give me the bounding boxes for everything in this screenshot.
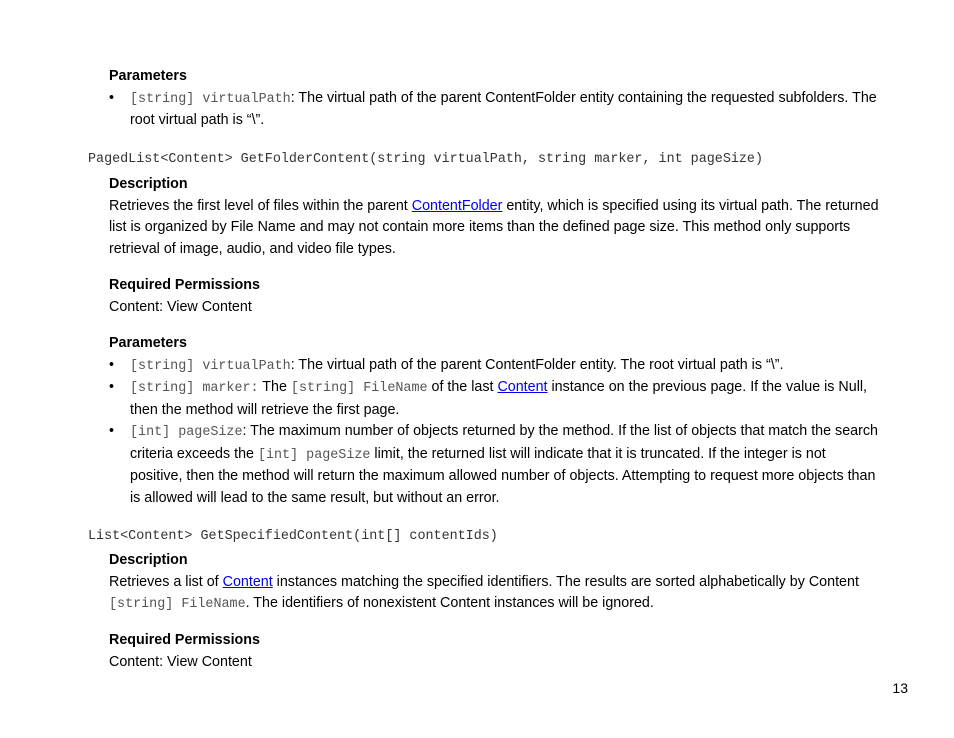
param-code: [int] pageSize	[130, 425, 243, 440]
parameters-list	[109, 355, 879, 510]
list-item: • [string] virtualPath: The virtual path of the parent ContentFolder entity. The root virtual path is “\”.	[109, 355, 879, 378]
parameters-list	[109, 88, 879, 132]
permissions-section	[109, 630, 879, 673]
param-code: [string] virtualPath	[130, 91, 291, 107]
description-heading: Description	[109, 552, 188, 568]
method-signature: List<Content> GetSpecifiedContent(int[] contentIds)	[88, 529, 498, 544]
method-signature: PagedList<Content> GetFolderContent(string virtualPath, string marker, int pageSize)	[88, 152, 763, 167]
parameters-section-2	[109, 333, 879, 509]
param-code: [int] pageSize	[257, 447, 371, 463]
list-item: • [string] marker: The [string] FileName of the last Content instance on the previous page. If the value is Null, then the method will retrieve the first page.	[109, 379, 868, 418]
page-number: 13	[892, 680, 908, 696]
parameters-heading: Parameters	[109, 68, 187, 84]
bullet-icon: •	[109, 356, 115, 373]
param-code: [string] FileName	[109, 597, 246, 612]
parameters-section-1	[109, 66, 879, 132]
content-link[interactable]: Content	[222, 573, 273, 590]
description-section	[109, 550, 879, 616]
permissions-text: Content: View Content	[109, 298, 252, 315]
parameters-heading: Parameters	[109, 335, 187, 351]
permissions-section	[109, 275, 879, 318]
permissions-heading: Required Permissions	[109, 277, 260, 293]
param-code: [string] FileName	[290, 381, 428, 396]
permissions-text: Content: View Content	[109, 653, 252, 670]
description-text: Retrieves the first level of files within the parent ContentFolder entity, which is specified using its virtual path. The returned list is organized by File Name and may not contain more items than the defined page size. This method only supports retrieval of image, audio, and video file types.	[109, 197, 879, 257]
description-heading: Description	[109, 176, 188, 192]
list-item: • [int] pageSize: The maximum number of objects returned by the method. If the list of objects that match the search criteria exceeds the [int] pageSize limit, the returned list will indicate that it is truncated. If the integer is not positive, then the method will return the maximum allowed number of objects. Attempting to request more objects than is allowed will lead to the same result, but without an error.	[109, 423, 878, 506]
param-text: : The virtual path of the parent ContentFolder entity containing the requested subfolders. The root virtual path is “\”.	[130, 89, 877, 128]
bullet-icon: •	[109, 423, 115, 439]
bullet-icon: •	[109, 379, 115, 395]
bullet-icon: •	[109, 89, 115, 106]
description-section	[109, 174, 879, 260]
permissions-heading: Required Permissions	[109, 632, 260, 648]
list-item	[109, 88, 879, 132]
param-code: [string] marker:	[130, 381, 259, 396]
content-link[interactable]: Content	[497, 379, 548, 395]
param-code: [string] virtualPath	[130, 358, 291, 374]
description-text: Retrieves a list of Content instances matching the specified identifiers. The results are sorted alphabetically by Content [string] FileName. The identifiers of nonexistent Content instances will be ignored.	[109, 573, 859, 612]
contentfolder-link[interactable]: ContentFolder	[411, 197, 503, 214]
